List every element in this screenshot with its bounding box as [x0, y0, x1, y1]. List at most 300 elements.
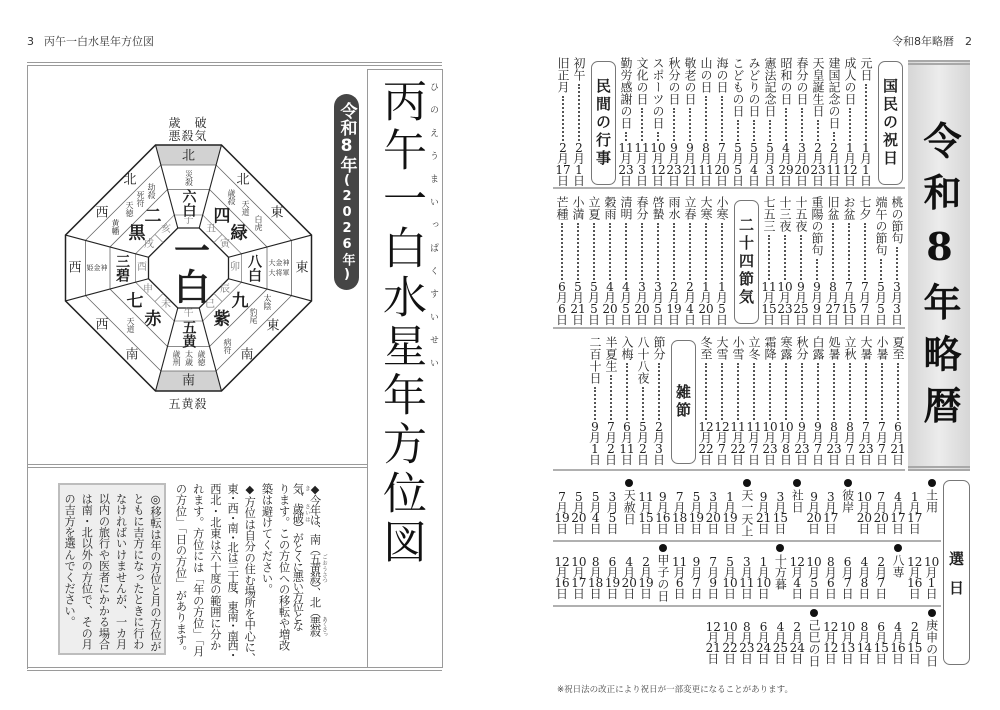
ruby-reading: さいは: [303, 502, 310, 523]
date-stack: [806, 557, 821, 599]
page-title: 丙午一白水星年方位図: [375, 78, 426, 568]
date-stack: [857, 622, 872, 664]
date-stack: [874, 622, 889, 664]
day-unit: 日: [858, 521, 871, 536]
date-stack: [690, 557, 702, 599]
day-number: 11: [739, 576, 755, 590]
month-number: 1: [759, 555, 768, 569]
day-unit: 日: [740, 651, 753, 666]
dotted-leader: [881, 363, 883, 420]
entry-name: 大寒: [699, 196, 713, 220]
entry-date: [794, 422, 809, 466]
day-number: 19: [666, 302, 682, 316]
month-number: 6: [894, 420, 902, 434]
day-number: 4: [793, 576, 802, 590]
day-unit: 日: [740, 586, 753, 601]
day-unit: 日: [763, 453, 776, 467]
day-number: 5: [622, 302, 630, 316]
day-unit: 日: [572, 586, 585, 601]
date-stack: [858, 557, 870, 599]
section-label: [878, 61, 903, 185]
month-number: 12: [705, 620, 721, 634]
month-unit: 月: [875, 630, 888, 645]
date-stack: [756, 492, 771, 534]
day-unit: 日: [623, 586, 636, 601]
dotted-leader: [561, 223, 563, 280]
month-number: 9: [670, 141, 678, 155]
senjitsu-date: [822, 608, 839, 670]
calendar-entry: [793, 196, 809, 326]
month-unit: 月: [858, 630, 871, 645]
god-ne-3: 白虎: [254, 215, 263, 231]
calendar-entry: [634, 57, 650, 187]
entry-date: [666, 143, 681, 187]
senjitsu-date: [587, 543, 604, 605]
day-number: 18: [588, 576, 604, 590]
month-unit: 月: [827, 152, 840, 166]
entry-name: 大雪: [715, 336, 729, 360]
entry-date: [764, 143, 776, 187]
section-label: [734, 200, 759, 324]
entry-name: スポーツの日: [651, 57, 665, 129]
dotted-leader: [642, 387, 644, 420]
calendar-entry: [858, 336, 874, 466]
month-unit: 月: [841, 565, 854, 580]
direction-east: 東: [295, 260, 309, 276]
calendar-entry: [842, 336, 858, 466]
month-number: 11: [672, 555, 688, 569]
month-number: 7: [862, 420, 870, 434]
day-number: 25: [772, 641, 789, 655]
section-label: [591, 61, 616, 185]
month-number: 12: [698, 420, 714, 434]
senjitsu-date: [671, 478, 688, 540]
senjitsu-date: [772, 608, 789, 670]
entry-date: [826, 143, 841, 187]
day-number: 6: [558, 302, 566, 316]
month-unit: 月: [774, 630, 787, 645]
god-nw-3: 天徳: [125, 201, 134, 217]
entry-date: [778, 143, 793, 187]
direction-north: 北: [181, 148, 196, 164]
day-number: 16: [655, 511, 671, 525]
day-unit: 日: [859, 174, 872, 188]
entry-date: [573, 143, 585, 187]
calendar-entry: [777, 196, 793, 326]
month-unit: 月: [620, 431, 633, 445]
month-unit: 月: [571, 291, 584, 305]
day-unit: 日: [824, 521, 837, 536]
day-number: 2: [607, 442, 615, 456]
month-number: 5: [590, 280, 598, 294]
direction-nw-1: 北: [123, 172, 137, 188]
day-unit: 日: [774, 521, 787, 536]
day-number: 17: [823, 511, 839, 525]
date-stack: [790, 622, 805, 664]
day-number: 20: [794, 163, 810, 177]
month-number: 10: [650, 141, 666, 155]
entry-date: [777, 282, 792, 326]
day-number: 20: [856, 511, 873, 525]
box-line: ともに吉方になったときに行わ: [131, 493, 145, 650]
entry-name: 天皇誕生日: [811, 57, 825, 117]
note-line: [310, 483, 327, 665]
calendar-entry: [873, 196, 889, 326]
entry-date: [684, 282, 696, 326]
ruby-ki: [291, 483, 310, 493]
month-unit: 月: [810, 291, 823, 305]
month-number: 9: [686, 141, 694, 155]
bullet-icon: [625, 479, 633, 487]
day-number: 15: [761, 302, 777, 316]
branch-nw-1: 亥: [161, 224, 171, 235]
box-line: は南・北以外の方位で、その月: [80, 493, 94, 650]
day-number: 15: [907, 641, 923, 655]
entry-name: 小雪: [731, 336, 745, 360]
date-stack: [605, 557, 620, 599]
dotted-leader: [816, 259, 818, 280]
entry-name: 元日: [859, 57, 873, 81]
day-number: 16: [554, 576, 570, 590]
day-unit: 日: [683, 313, 696, 327]
date-stack: [638, 492, 653, 534]
senjitsu-name: 八専: [891, 554, 905, 578]
month-number: 3: [743, 555, 751, 569]
calendar-entry: [666, 196, 682, 326]
entry-date: [634, 143, 649, 187]
day-unit: 日: [619, 174, 632, 188]
senjitsu-date: [705, 543, 722, 605]
date-stack: [554, 557, 569, 599]
calendar-entry: [794, 57, 810, 187]
day-unit: 日: [908, 521, 921, 536]
star-ne-2: 緑: [230, 223, 248, 244]
entry-name: 昭和の日: [779, 57, 793, 105]
month-number: 1: [718, 280, 726, 294]
month-number: 9: [692, 555, 701, 569]
senjitsu-date: [755, 543, 772, 605]
entry-name: 秋分の日: [667, 57, 681, 105]
entry-date: [637, 422, 649, 466]
senjitsu-marker: [923, 478, 940, 540]
senjitsu-marker: [806, 608, 823, 670]
month-number: 2: [686, 280, 694, 294]
dotted-leader: [817, 363, 819, 420]
senjitsu-date: [822, 543, 839, 605]
month-unit: 月: [556, 500, 569, 515]
day-number: 20: [705, 511, 721, 525]
date-stack: [571, 492, 586, 534]
page-header-title: 丙午一白水星年方位図: [44, 35, 154, 48]
calendar-entry: [666, 57, 682, 187]
entry-date: [619, 422, 634, 466]
day-unit: 日: [707, 521, 720, 536]
dotted-leader: [880, 259, 882, 280]
month-number: 10: [856, 490, 873, 504]
entry-date: [762, 422, 777, 466]
day-unit: 日: [604, 453, 617, 467]
entry-name: 小満: [571, 196, 585, 220]
day-unit: 日: [731, 174, 744, 188]
month-number: 4: [894, 620, 902, 634]
entry-name: 建国記念の日: [827, 57, 841, 129]
section-label: [671, 340, 696, 464]
month-unit: 月: [673, 565, 686, 580]
month-unit: 月: [891, 630, 904, 645]
senjitsu-date: [604, 543, 621, 605]
month-number: 2: [877, 555, 886, 569]
month-number: 8: [702, 141, 710, 155]
day-unit: 日: [779, 453, 792, 467]
entry-date: [746, 422, 761, 466]
day-unit: 日: [858, 313, 871, 327]
ruby-reading: あくさっ: [321, 616, 327, 637]
entry-name: 文化の日: [635, 57, 649, 105]
god-w: 姫金神: [86, 264, 108, 272]
entry-date: [825, 282, 840, 326]
month-unit: 月: [774, 500, 787, 515]
calendar-entry: [650, 57, 666, 187]
day-unit: 日: [778, 313, 791, 327]
month-unit: 月: [763, 152, 776, 166]
month-number: 10: [762, 420, 778, 434]
month-number: 7: [845, 280, 853, 294]
month-number: 9: [759, 490, 768, 504]
day-number: 5: [654, 302, 662, 316]
direction-nw-2: 西: [95, 205, 109, 221]
day-unit: 日: [724, 586, 737, 601]
month-number: 1: [702, 280, 710, 294]
senjitsu-marker: [789, 478, 806, 540]
senjitsu-date: [570, 543, 587, 605]
day-number: 5: [810, 576, 818, 590]
day-number: 20: [873, 511, 889, 525]
date-stack: [924, 557, 939, 599]
calendar-entry: [618, 196, 634, 326]
month-unit: 月: [875, 565, 888, 580]
dotted-leader: [721, 96, 723, 141]
month-unit: 月: [824, 500, 837, 515]
calendar-entry: [889, 196, 905, 326]
month-unit: 月: [891, 431, 904, 445]
day-unit: 日: [925, 586, 938, 601]
day-unit: 日: [651, 313, 664, 327]
date-stack: [590, 492, 602, 534]
day-unit: 日: [824, 651, 837, 666]
bullet-icon: [793, 479, 801, 487]
senjitsu-date: [873, 608, 890, 670]
day-unit: 日: [824, 586, 837, 601]
month-unit: 月: [908, 500, 921, 515]
dotted-leader: [897, 363, 899, 420]
calendar-entry: [698, 336, 714, 466]
month-unit: 月: [556, 565, 569, 580]
day-number: 17: [907, 511, 923, 525]
day-unit: 日: [842, 313, 855, 327]
month-number: 2: [655, 420, 663, 434]
day-number: 17: [555, 163, 571, 177]
senjitsu-date: [638, 543, 655, 605]
month-unit: 月: [795, 431, 808, 445]
day-number: 3: [638, 163, 646, 177]
entry-date: [841, 282, 856, 326]
branch-ne-2: 寅: [220, 239, 230, 250]
day-unit: 日: [795, 174, 808, 188]
date-stack: [890, 622, 905, 664]
month-unit: 月: [858, 565, 871, 580]
month-number: 6: [759, 620, 768, 634]
dotted-leader: [705, 223, 707, 280]
note-line: ◆方位は自分の住む場所を中心に、: [243, 483, 257, 664]
senjitsu-date: [755, 478, 772, 540]
date-stack: [606, 492, 618, 534]
dotted-leader: [689, 223, 691, 280]
date-stack: [806, 492, 821, 534]
day-number: 15: [841, 302, 857, 316]
month-number: 9: [797, 280, 805, 294]
day-number: 20: [571, 511, 587, 525]
entry-name: 立夏: [587, 196, 601, 220]
star-w: 三碧: [114, 254, 130, 282]
day-number: 12: [650, 163, 666, 177]
calendar-entry: [714, 196, 730, 326]
day-number: 19: [722, 511, 738, 525]
month-unit: 月: [843, 431, 856, 445]
entry-date: [730, 422, 745, 466]
calendar-entry: [618, 57, 634, 187]
entry-date: [634, 282, 649, 326]
month-number: 6: [608, 555, 617, 569]
day-unit: 日: [683, 174, 696, 188]
month-unit: 月: [757, 565, 770, 580]
entry-name: 成人の日: [843, 57, 857, 105]
god-ne-1: 歳殺: [227, 189, 236, 205]
section-label-text: 雑節: [674, 384, 692, 420]
entry-name: 敬老の日: [683, 57, 697, 105]
day-unit: 日: [640, 521, 653, 536]
month-number: 5: [750, 141, 758, 155]
note-line: の方位」「日の方位」があります。: [174, 483, 188, 657]
senjitsu-date: [638, 478, 655, 540]
month-number: 7: [558, 490, 566, 504]
day-unit: 日: [588, 453, 601, 467]
month-unit: 月: [724, 565, 737, 580]
senjitsu-name: 己巳の日: [807, 619, 822, 667]
senjitsu-separator: [553, 605, 941, 607]
entry-name: こどもの日: [731, 57, 745, 117]
month-number: 5: [639, 420, 647, 434]
branch-sw-1: 申: [143, 284, 153, 295]
day-number: 23: [826, 442, 842, 456]
star-ne-1: 四: [213, 206, 231, 227]
month-unit: 月: [757, 500, 770, 515]
god-nw-4: 黄幡: [111, 219, 120, 235]
month-number: 8: [827, 555, 835, 569]
day-number: 7: [861, 302, 869, 316]
bullet-icon: [776, 544, 784, 552]
month-number: 8: [846, 420, 854, 434]
entry-name: 勤労感謝の日: [619, 57, 633, 129]
bullet-icon: [743, 479, 751, 487]
almanac-row-holidays: [555, 57, 905, 187]
dotted-leader: [689, 108, 691, 141]
ruby-gooosatsu: [308, 553, 327, 583]
month-unit: 月: [795, 152, 808, 166]
month-number: 3: [638, 280, 646, 294]
date-stack: [706, 622, 721, 664]
month-number: 6: [623, 420, 631, 434]
month-unit: 月: [715, 152, 728, 166]
day-number: 5: [718, 302, 726, 316]
date-stack: [823, 622, 838, 664]
month-number: 3: [826, 490, 835, 504]
entry-name: 節分: [652, 336, 666, 360]
month-unit: 月: [891, 500, 904, 515]
month-unit: 月: [842, 291, 855, 305]
month-unit: 月: [673, 500, 686, 515]
calendar-entry: [762, 57, 778, 187]
date-stack: [655, 492, 670, 534]
month-number: 5: [692, 490, 701, 504]
calendar-entry: [778, 57, 794, 187]
dotted-leader: [721, 363, 723, 420]
day-number: 4: [750, 163, 758, 177]
entry-name: 小暑: [875, 336, 889, 360]
calendar-entry: [714, 336, 730, 466]
note-line: 西北・北東は六十度の範囲に分か: [208, 483, 222, 651]
branch-e: 卯: [230, 262, 240, 273]
day-unit: 日: [699, 313, 712, 327]
calendar-entry: [586, 196, 602, 326]
senjitsu-date: [856, 608, 873, 670]
day-number: 7: [750, 442, 758, 456]
entry-date: [811, 282, 823, 326]
senjitsu-date: [688, 543, 705, 605]
senjitsu-date: [856, 478, 873, 540]
entry-name: 夏至: [891, 336, 905, 360]
month-number: 11: [638, 490, 654, 504]
day-unit: 日: [841, 651, 854, 666]
dotted-leader: [896, 247, 898, 280]
month-unit: 月: [794, 291, 807, 305]
date-stack: [707, 557, 719, 599]
entry-date: [793, 282, 808, 326]
entry-date: [618, 143, 633, 187]
month-unit: 月: [604, 431, 617, 445]
day-unit: 日: [635, 313, 648, 327]
entry-name: 芒種: [555, 196, 569, 220]
dotted-leader: [784, 235, 786, 280]
month-number: 4: [860, 555, 869, 569]
month-number: 10: [722, 620, 738, 634]
calendar-entry: [857, 196, 873, 326]
day-unit: 日: [757, 521, 770, 536]
month-number: 2: [670, 280, 678, 294]
month-number: 9: [798, 420, 806, 434]
dotted-leader: [865, 84, 867, 141]
senjitsu-date: [604, 478, 621, 540]
day-unit: 日: [690, 586, 703, 601]
entry-date: [698, 143, 713, 187]
day-number: 29: [778, 163, 794, 177]
row-separator: [553, 327, 905, 329]
star-s: 五黄: [180, 320, 197, 348]
calendar-entry: [587, 336, 603, 466]
day-number: 23: [762, 442, 778, 456]
month-unit: 月: [811, 152, 824, 166]
day-number: 19: [638, 576, 654, 590]
date-stack: [689, 492, 704, 534]
